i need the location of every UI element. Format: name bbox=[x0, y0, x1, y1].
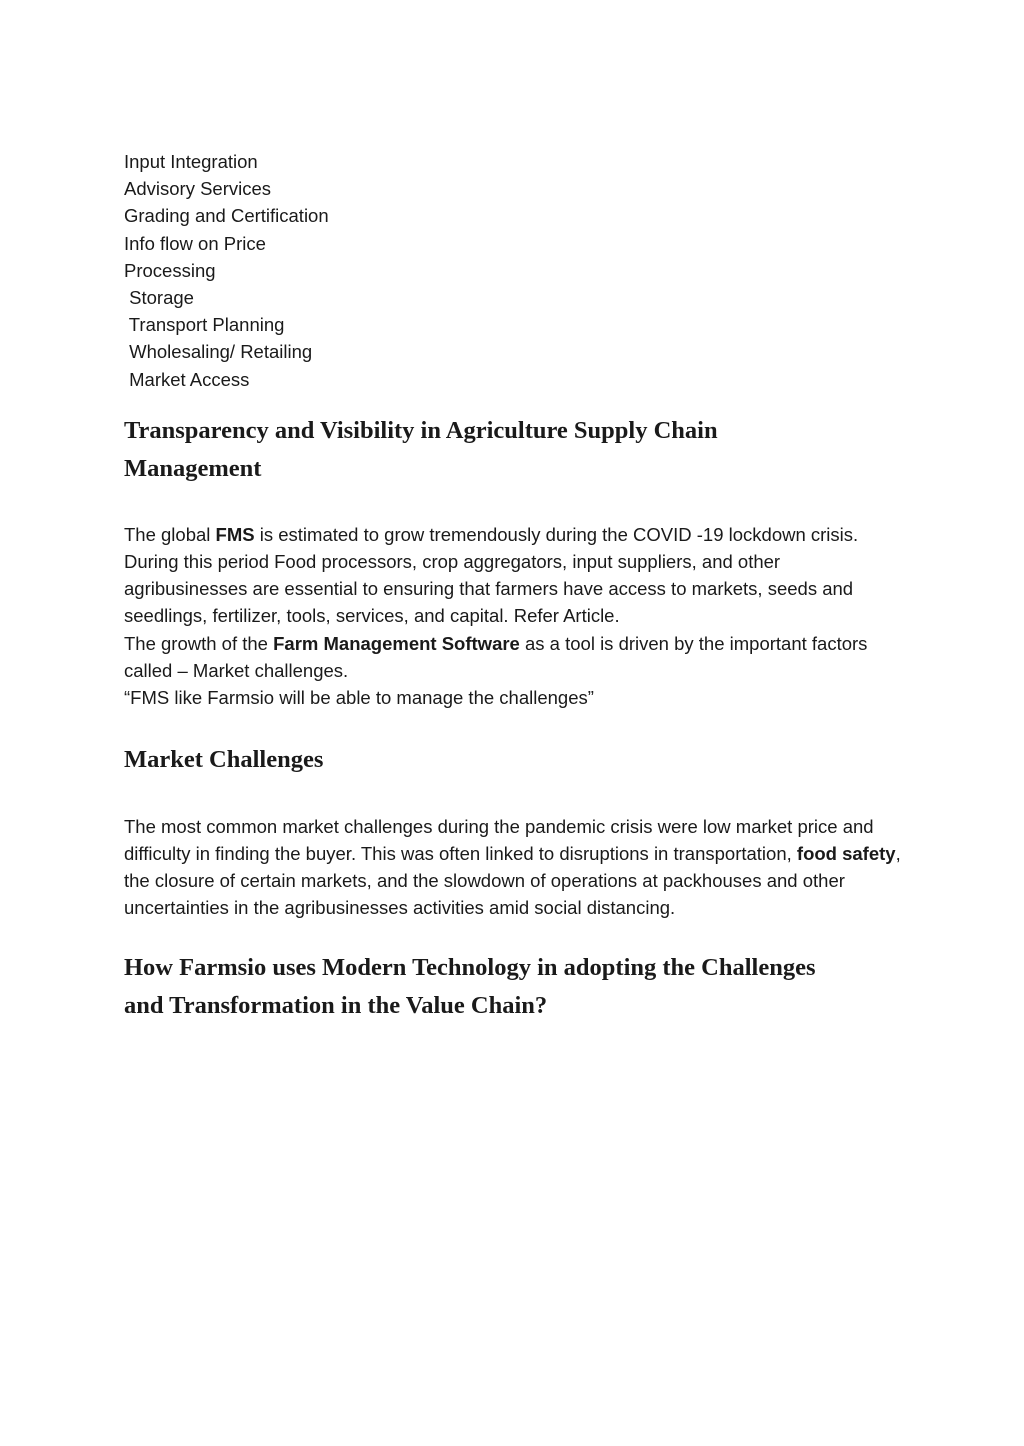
heading-how-farmsio bbox=[124, 949, 904, 1026]
paragraph-fms-growth bbox=[124, 521, 904, 630]
list-item: Transport Planning bbox=[124, 314, 285, 336]
list-item: Wholesaling/ Retailing bbox=[124, 341, 313, 363]
heading-transparency bbox=[124, 412, 904, 489]
heading-how-line1: How Farmsio uses Modern Technology in adopting the Challenges bbox=[124, 953, 816, 981]
service-list bbox=[124, 148, 904, 393]
text: is estimated to grow tremendously during the COVID -19 lockdown crisis. During this period Food processors, crop aggregators, input suppliers, and other agribusinesses are essential to ensuring that farmers have access to markets, seeds and seedlings, fertilizer, tools, services, and capital. Refer Article. bbox=[124, 523, 859, 627]
bold-fms: FMS bbox=[215, 523, 255, 545]
bold-food-safety: food safety bbox=[796, 842, 896, 864]
paragraph-fms-software bbox=[124, 630, 904, 684]
list-item: Processing bbox=[124, 259, 216, 281]
heading-how-line2: and Transformation in the Value Chain? bbox=[124, 992, 548, 1020]
list-item: Market Access bbox=[124, 368, 250, 390]
text: The global bbox=[124, 523, 216, 545]
list-item: Info flow on Price bbox=[124, 232, 266, 254]
list-item: Input Integration bbox=[124, 151, 258, 172]
text: The most common market challenges during the pandemic crisis were low market price and difficulty in finding the buyer. This was often linked to disruptions in transportation, bbox=[124, 815, 874, 864]
list-item: Storage bbox=[124, 287, 194, 309]
document-page bbox=[124, 148, 904, 1026]
bold-farm-management-software: Farm Management Software bbox=[273, 632, 520, 654]
text: , the closure of certain markets, and the slowdown of operations at packhouses and other uncertainties in the agribusinesses activities amid social distancing. bbox=[124, 842, 901, 919]
text: The growth of the bbox=[124, 632, 274, 654]
quote-farmsio: “FMS like Farmsio will be able to manage the challenges” bbox=[124, 687, 594, 709]
paragraph-market-challenges bbox=[124, 813, 904, 922]
heading-transparency-line2: Management bbox=[124, 455, 262, 483]
text: as a tool is driven by the important factors called – Market challenges. bbox=[124, 632, 868, 681]
heading-transparency-line1: Transparency and Visibility in Agriculture Supply Chain bbox=[124, 416, 718, 444]
list-item: Advisory Services bbox=[124, 178, 272, 200]
list-item: Grading and Certification bbox=[124, 205, 329, 227]
heading-market-challenges: Market Challenges bbox=[124, 746, 324, 774]
